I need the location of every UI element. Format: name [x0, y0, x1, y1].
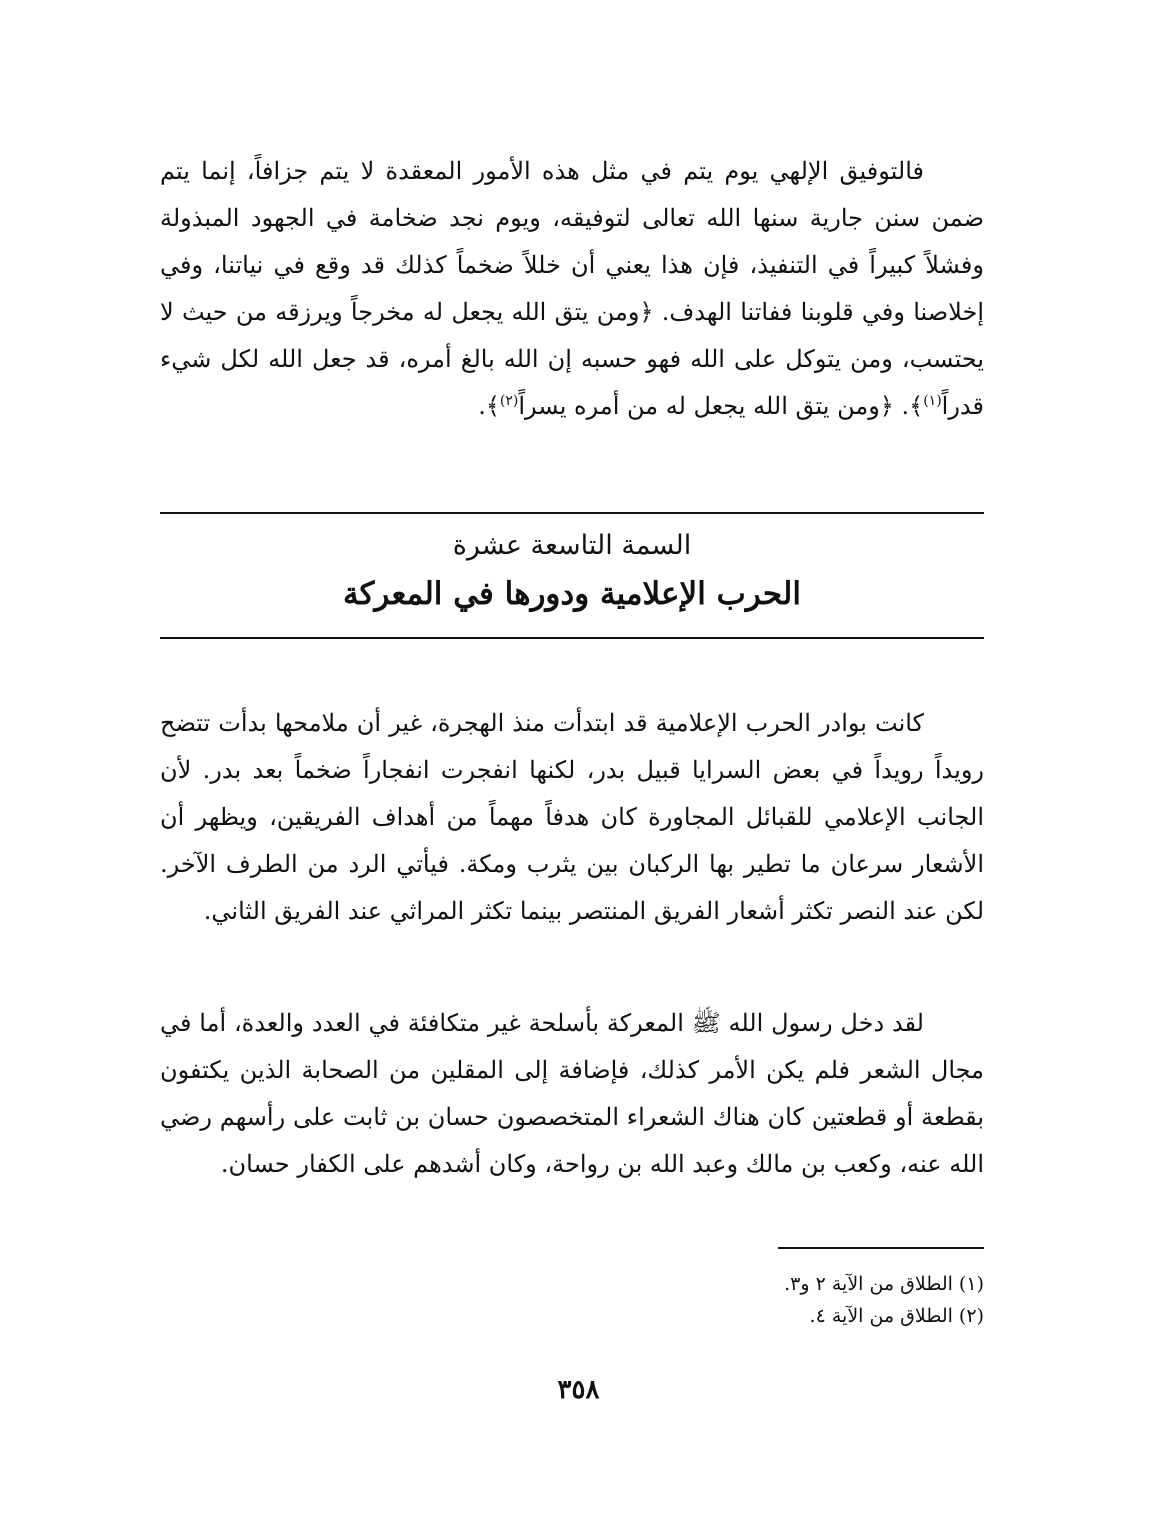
page-number: ٣٥٨	[557, 1375, 600, 1405]
paragraph-verse: ﴾. ﴿ومن يتق الله يجعل له من أمره يسراً	[518, 392, 924, 420]
paragraph-text: لقد دخل رسول الله ﷺ المعركة بأسلحة غير متكافئة في العدد والعدة، أما في مجال الشعر فلم يكن الأمر كذلك، فإضافة إلى المقلين من الصحابة الذين يكتفون بقطعة أو قطعتين كان هناك الشعراء المتخصصون حسان بن ثابت على رأسهم رضي الله عنه، وكعب بن مالك وعبد الله بن رواحة، وكان أشدهم على الكفار حسان.	[160, 1009, 984, 1178]
footnote-ref-2[interactable]: (٢)	[499, 393, 519, 409]
paragraph-tawfiq	[160, 148, 984, 430]
footnotes	[560, 1268, 984, 1332]
footnote-2: (٢) الطلاق من الآية ٤.	[809, 1305, 984, 1327]
footnote-ref-1[interactable]: (١)	[923, 393, 942, 409]
footnote-1: (١) الطلاق من الآية ٢ و٣.	[784, 1273, 984, 1295]
paragraph-text	[160, 148, 984, 430]
section-title: الحرب الإعلامية ودورها في المعركة	[343, 576, 801, 612]
paragraph-text: كانت بوادر الحرب الإعلامية قد ابتدأت منذ الهجرة، غير أن ملامحها بدأت تتضح رويداً رويداً في بعض السرايا قبيل بدر، لكنها انفجرت انفجاراً ضخماً بعد بدر. لأن الجانب الإعلامي للقبائل المجاورة كان هدفاً مهماً من أهداف الفريقين، ويظهر أن الأشعار سرعان ما تطير بها الركبان بين يثرب ومكة. فيأتي الرد من الطرف الآخر. لكن عند النصر تكثر أشعار الفريق المنتصر بينما تكثر المراثي عند الفريق الثاني.	[160, 709, 984, 925]
paragraph-body: فالتوفيق الإلهي يوم يتم في مثل هذه الأمور المعقدة لا يتم جزافاً، إنما يتم ضمن سنن جارية سنها الله تعالى لتوفيقه، ويوم نجد ضخامة في الجهود المبذولة وفشلاً كبيراً في التنفيذ، فإن هذا يعني أن خللاً ضخماً كذلك قد وقع في نياتنا، وفي إخلاصنا وفي قلوبنا ففاتنا الهدف. ﴿ومن يتق الله يجعل له مخرجاً ويرزقه من حيث لا يحتسب، ومن يتوكل على الله فهو حسبه إن الله بالغ أمره، قد جعل الله لكل شيء قدراً	[160, 157, 984, 420]
paragraph-poets	[160, 1000, 984, 1188]
paragraph-end: ﴾.	[478, 392, 500, 420]
heading-rule-top	[160, 512, 984, 514]
paragraph-media-war	[160, 700, 984, 935]
section-subtitle: السمة التاسعة عشرة	[452, 530, 692, 561]
heading-rule-bottom	[160, 637, 984, 639]
footnote-separator	[778, 1247, 984, 1249]
